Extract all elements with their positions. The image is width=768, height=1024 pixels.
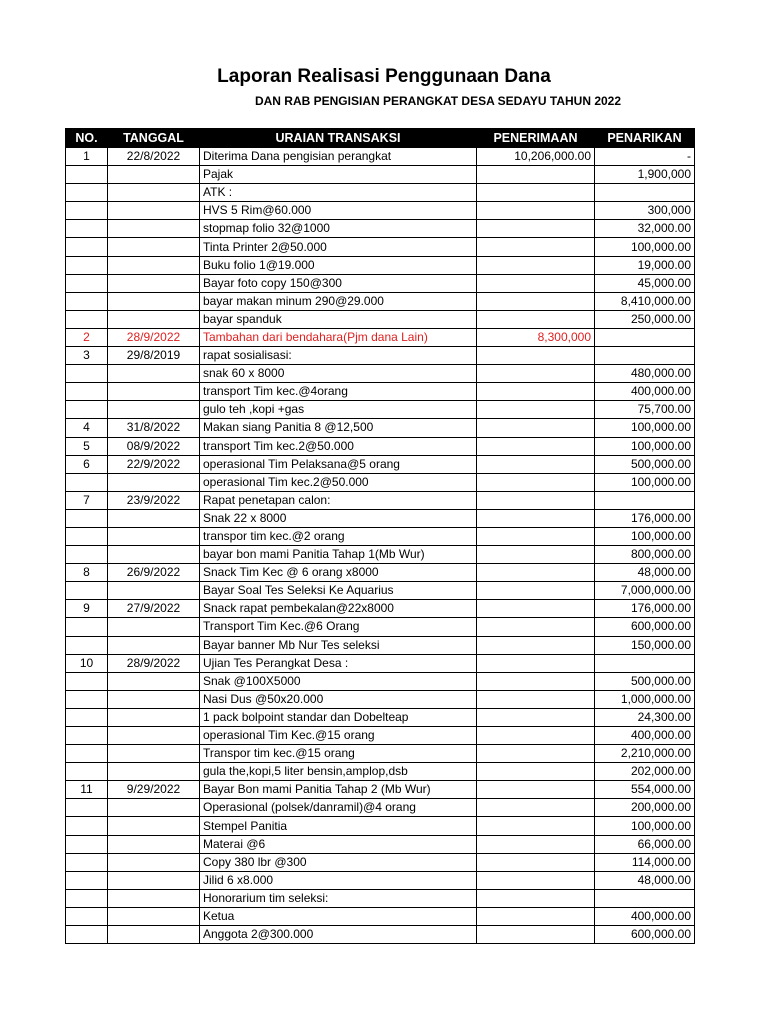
table-row <box>66 907 695 925</box>
row-description-cell: Snak @100X5000 <box>200 672 477 690</box>
row-date-cell <box>108 799 200 817</box>
row-date-cell <box>108 220 200 238</box>
report-subtitle: DAN RAB PENGISIAN PERANGKAT DESA SEDAYU TAHUN 2022 <box>254 94 622 108</box>
table-row <box>66 509 695 527</box>
row-date-cell <box>108 745 200 763</box>
row-withdrawal-cell <box>595 654 695 672</box>
row-income-cell <box>477 455 595 473</box>
row-income-cell <box>477 636 595 654</box>
row-date-cell <box>108 690 200 708</box>
row-date-cell <box>108 473 200 491</box>
table-row <box>66 166 695 184</box>
table-row <box>66 618 695 636</box>
row-withdrawal-cell: 19,000.00 <box>595 256 695 274</box>
row-date-cell <box>108 527 200 545</box>
row-description-cell: Diterima Dana pengisian perangkat <box>200 148 477 166</box>
row-income-cell <box>477 745 595 763</box>
row-date-cell <box>108 166 200 184</box>
row-withdrawal-cell: 100,000.00 <box>595 817 695 835</box>
row-date-cell <box>108 292 200 310</box>
row-withdrawal-cell: 2,210,000.00 <box>595 745 695 763</box>
row-income-cell <box>477 527 595 545</box>
row-description-cell: transport Tim kec.2@50.000 <box>200 437 477 455</box>
table-row <box>66 654 695 672</box>
table-row <box>66 835 695 853</box>
row-income-cell <box>477 491 595 509</box>
row-income-cell <box>477 238 595 256</box>
row-income-cell <box>477 310 595 328</box>
row-income-cell <box>477 817 595 835</box>
row-income-cell <box>477 781 595 799</box>
row-description-cell: Snack rapat pembekalan@22x8000 <box>200 600 477 618</box>
table-row <box>66 437 695 455</box>
row-withdrawal-cell: 114,000.00 <box>595 853 695 871</box>
row-withdrawal-cell: 32,000.00 <box>595 220 695 238</box>
row-number-cell <box>66 238 108 256</box>
row-date-cell: 9/29/2022 <box>108 781 200 799</box>
row-number-cell: 6 <box>66 455 108 473</box>
row-income-cell <box>477 907 595 925</box>
row-number-cell <box>66 853 108 871</box>
table-row <box>66 781 695 799</box>
row-withdrawal-cell: 75,700.00 <box>595 401 695 419</box>
row-number-cell: 10 <box>66 654 108 672</box>
table-row <box>66 600 695 618</box>
row-date-cell <box>108 672 200 690</box>
row-date-cell <box>108 835 200 853</box>
row-description-cell: operasional Tim kec.2@50.000 <box>200 473 477 491</box>
row-date-cell: 27/9/2022 <box>108 600 200 618</box>
row-date-cell <box>108 907 200 925</box>
row-withdrawal-cell: 400,000.00 <box>595 907 695 925</box>
row-income-cell <box>477 926 595 944</box>
row-number-cell <box>66 220 108 238</box>
row-description-cell: Jilid 6 x8.000 <box>200 871 477 889</box>
row-description-cell: gulo teh ,kopi +gas <box>200 401 477 419</box>
row-withdrawal-cell: 554,000.00 <box>595 781 695 799</box>
row-number-cell <box>66 672 108 690</box>
row-description-cell: Tinta Printer 2@50.000 <box>200 238 477 256</box>
row-description-cell: Tambahan dari bendahara(Pjm dana Lain) <box>200 328 477 346</box>
table-row <box>66 763 695 781</box>
table-row <box>66 889 695 907</box>
row-number-cell <box>66 184 108 202</box>
table-row <box>66 871 695 889</box>
table-row <box>66 419 695 437</box>
row-description-cell: Ketua <box>200 907 477 925</box>
row-date-cell: 08/9/2022 <box>108 437 200 455</box>
row-income-cell <box>477 564 595 582</box>
table-row <box>66 383 695 401</box>
table-row <box>66 455 695 473</box>
row-withdrawal-cell: 150,000.00 <box>595 636 695 654</box>
table-row <box>66 817 695 835</box>
row-date-cell <box>108 546 200 564</box>
row-number-cell: 5 <box>66 437 108 455</box>
row-income-cell <box>477 618 595 636</box>
row-withdrawal-cell: 800,000.00 <box>595 546 695 564</box>
row-description-cell: Materai @6 <box>200 835 477 853</box>
row-income-cell <box>477 166 595 184</box>
table-row <box>66 347 695 365</box>
table-row <box>66 256 695 274</box>
row-date-cell <box>108 763 200 781</box>
row-withdrawal-cell: 176,000.00 <box>595 509 695 527</box>
row-description-cell: operasional Tim Pelaksana@5 orang <box>200 455 477 473</box>
table-row <box>66 220 695 238</box>
row-description-cell: Transport Tim Kec.@6 Orang <box>200 618 477 636</box>
column-header-date: TANGGAL <box>108 129 200 148</box>
row-date-cell: 22/9/2022 <box>108 455 200 473</box>
row-description-cell: stopmap folio 32@1000 <box>200 220 477 238</box>
table-row <box>66 564 695 582</box>
row-number-cell <box>66 799 108 817</box>
row-withdrawal-cell <box>595 184 695 202</box>
row-withdrawal-cell: 48,000.00 <box>595 564 695 582</box>
row-description-cell: transport Tim kec.@4orang <box>200 383 477 401</box>
row-number-cell: 3 <box>66 347 108 365</box>
row-date-cell <box>108 853 200 871</box>
row-withdrawal-cell: 480,000.00 <box>595 365 695 383</box>
row-number-cell: 8 <box>66 564 108 582</box>
row-income-cell <box>477 202 595 220</box>
row-number-cell <box>66 708 108 726</box>
row-number-cell <box>66 509 108 527</box>
row-income-cell <box>477 690 595 708</box>
row-description-cell: Bayar Soal Tes Seleksi Ke Aquarius <box>200 582 477 600</box>
row-income-cell <box>477 256 595 274</box>
row-number-cell <box>66 527 108 545</box>
row-income-cell <box>477 419 595 437</box>
row-date-cell <box>108 618 200 636</box>
row-description-cell: rapat sosialisasi: <box>200 347 477 365</box>
row-withdrawal-cell: 100,000.00 <box>595 437 695 455</box>
row-description-cell: ATK : <box>200 184 477 202</box>
row-income-cell <box>477 672 595 690</box>
row-number-cell <box>66 926 108 944</box>
row-income-cell <box>477 509 595 527</box>
row-income-cell <box>477 763 595 781</box>
table-row <box>66 365 695 383</box>
row-date-cell <box>108 238 200 256</box>
row-withdrawal-cell <box>595 889 695 907</box>
row-description-cell: bayar bon mami Panitia Tahap 1(Mb Wur) <box>200 546 477 564</box>
row-income-cell <box>477 473 595 491</box>
row-income-cell <box>477 274 595 292</box>
row-description-cell: Buku folio 1@19.000 <box>200 256 477 274</box>
table-row <box>66 148 695 166</box>
row-number-cell: 1 <box>66 148 108 166</box>
table-row <box>66 527 695 545</box>
table-header-row <box>66 129 695 148</box>
table-row <box>66 184 695 202</box>
row-date-cell: 23/9/2022 <box>108 491 200 509</box>
row-description-cell: Honorarium tim seleksi: <box>200 889 477 907</box>
row-withdrawal-cell: 202,000.00 <box>595 763 695 781</box>
table-row <box>66 745 695 763</box>
table-row <box>66 328 695 346</box>
row-description-cell: Snack Tim Kec @ 6 orang x8000 <box>200 564 477 582</box>
row-number-cell <box>66 473 108 491</box>
row-number-cell <box>66 365 108 383</box>
table-row <box>66 310 695 328</box>
row-description-cell: Copy 380 lbr @300 <box>200 853 477 871</box>
row-number-cell <box>66 202 108 220</box>
table-row <box>66 672 695 690</box>
row-income-cell <box>477 220 595 238</box>
row-income-cell <box>477 365 595 383</box>
row-withdrawal-cell: 66,000.00 <box>595 835 695 853</box>
row-description-cell: Anggota 2@300.000 <box>200 926 477 944</box>
row-description-cell: snak 60 x 8000 <box>200 365 477 383</box>
row-date-cell: 22/8/2022 <box>108 148 200 166</box>
row-number-cell <box>66 546 108 564</box>
table-row <box>66 727 695 745</box>
row-withdrawal-cell: - <box>595 148 695 166</box>
row-income-cell <box>477 383 595 401</box>
row-number-cell <box>66 745 108 763</box>
row-withdrawal-cell: 7,000,000.00 <box>595 582 695 600</box>
row-description-cell: Transpor tim kec.@15 orang <box>200 745 477 763</box>
row-date-cell <box>108 817 200 835</box>
row-number-cell <box>66 618 108 636</box>
row-withdrawal-cell: 500,000.00 <box>595 672 695 690</box>
row-income-cell <box>477 582 595 600</box>
table-row <box>66 292 695 310</box>
row-withdrawal-cell: 45,000.00 <box>595 274 695 292</box>
row-withdrawal-cell: 400,000.00 <box>595 383 695 401</box>
row-description-cell: HVS 5 Rim@60.000 <box>200 202 477 220</box>
row-date-cell <box>108 582 200 600</box>
row-withdrawal-cell: 100,000.00 <box>595 238 695 256</box>
row-description-cell: operasional Tim Kec.@15 orang <box>200 727 477 745</box>
row-description-cell: Makan siang Panitia 8 @12,500 <box>200 419 477 437</box>
row-description-cell: Bayar Bon mami Panitia Tahap 2 (Mb Wur) <box>200 781 477 799</box>
column-header-description: URAIAN TRANSAKSI <box>200 129 477 148</box>
row-description-cell: Ujian Tes Perangkat Desa : <box>200 654 477 672</box>
row-number-cell <box>66 907 108 925</box>
row-income-cell <box>477 347 595 365</box>
table-body <box>66 148 695 944</box>
row-description-cell: transpor tim kec.@2 orang <box>200 527 477 545</box>
row-date-cell <box>108 274 200 292</box>
row-date-cell <box>108 926 200 944</box>
row-number-cell <box>66 817 108 835</box>
row-date-cell <box>108 708 200 726</box>
row-income-cell <box>477 437 595 455</box>
row-description-cell: Bayar foto copy 150@300 <box>200 274 477 292</box>
row-number-cell <box>66 401 108 419</box>
row-withdrawal-cell <box>595 491 695 509</box>
row-income-cell <box>477 401 595 419</box>
row-description-cell: Rapat penetapan calon: <box>200 491 477 509</box>
row-number-cell <box>66 310 108 328</box>
row-income-cell: 8,300,000 <box>477 328 595 346</box>
row-income-cell: 10,206,000.00 <box>477 148 595 166</box>
row-date-cell <box>108 310 200 328</box>
row-withdrawal-cell <box>595 328 695 346</box>
row-date-cell <box>108 184 200 202</box>
row-income-cell <box>477 799 595 817</box>
column-header-withdrawal: PENARIKAN <box>595 129 695 148</box>
row-number-cell <box>66 636 108 654</box>
table-row <box>66 238 695 256</box>
row-date-cell <box>108 202 200 220</box>
column-header-income: PENERIMAAN <box>477 129 595 148</box>
row-description-cell: Bayar banner Mb Nur Tes seleksi <box>200 636 477 654</box>
row-date-cell: 28/9/2022 <box>108 654 200 672</box>
row-withdrawal-cell: 250,000.00 <box>595 310 695 328</box>
row-number-cell <box>66 763 108 781</box>
row-number-cell <box>66 871 108 889</box>
row-date-cell: 26/9/2022 <box>108 564 200 582</box>
row-number-cell: 11 <box>66 781 108 799</box>
row-income-cell <box>477 600 595 618</box>
row-date-cell <box>108 256 200 274</box>
row-description-cell: Nasi Dus @50x20.000 <box>200 690 477 708</box>
row-number-cell: 2 <box>66 328 108 346</box>
row-number-cell: 7 <box>66 491 108 509</box>
row-withdrawal-cell: 400,000.00 <box>595 727 695 745</box>
row-withdrawal-cell: 100,000.00 <box>595 473 695 491</box>
row-description-cell: gula the,kopi,5 liter bensin,amplop,dsb <box>200 763 477 781</box>
row-description-cell: 1 pack bolpoint standar dan Dobelteap <box>200 708 477 726</box>
row-income-cell <box>477 853 595 871</box>
row-income-cell <box>477 546 595 564</box>
row-withdrawal-cell: 200,000.00 <box>595 799 695 817</box>
row-withdrawal-cell: 600,000.00 <box>595 618 695 636</box>
row-number-cell <box>66 727 108 745</box>
row-number-cell: 4 <box>66 419 108 437</box>
table-row <box>66 853 695 871</box>
table-row <box>66 582 695 600</box>
row-description-cell: bayar spanduk <box>200 310 477 328</box>
row-description-cell: bayar makan minum 290@29.000 <box>200 292 477 310</box>
row-number-cell <box>66 256 108 274</box>
row-withdrawal-cell: 8,410,000.00 <box>595 292 695 310</box>
row-income-cell <box>477 835 595 853</box>
row-date-cell <box>108 889 200 907</box>
row-date-cell <box>108 401 200 419</box>
row-income-cell <box>477 708 595 726</box>
row-date-cell <box>108 509 200 527</box>
table-row <box>66 274 695 292</box>
row-number-cell <box>66 383 108 401</box>
row-income-cell <box>477 654 595 672</box>
row-withdrawal-cell: 48,000.00 <box>595 871 695 889</box>
row-date-cell: 29/8/2019 <box>108 347 200 365</box>
row-number-cell <box>66 835 108 853</box>
table-row <box>66 636 695 654</box>
report-title: Laporan Realisasi Penggunaan Dana <box>217 66 551 87</box>
table-row <box>66 708 695 726</box>
table-row <box>66 926 695 944</box>
row-withdrawal-cell: 1,900,000 <box>595 166 695 184</box>
row-withdrawal-cell: 500,000.00 <box>595 455 695 473</box>
row-withdrawal-cell: 24,300.00 <box>595 708 695 726</box>
row-date-cell <box>108 365 200 383</box>
row-description-cell: Operasional (polsek/danramil)@4 orang <box>200 799 477 817</box>
table-row <box>66 202 695 220</box>
row-number-cell <box>66 166 108 184</box>
table-row <box>66 473 695 491</box>
row-date-cell: 28/9/2022 <box>108 328 200 346</box>
row-date-cell <box>108 383 200 401</box>
row-withdrawal-cell <box>595 347 695 365</box>
row-description-cell: Snak 22 x 8000 <box>200 509 477 527</box>
row-withdrawal-cell: 176,000.00 <box>595 600 695 618</box>
row-date-cell <box>108 727 200 745</box>
row-number-cell <box>66 274 108 292</box>
row-withdrawal-cell: 1,000,000.00 <box>595 690 695 708</box>
row-withdrawal-cell: 600,000.00 <box>595 926 695 944</box>
table-row <box>66 546 695 564</box>
row-date-cell: 31/8/2022 <box>108 419 200 437</box>
row-income-cell <box>477 889 595 907</box>
row-number-cell <box>66 690 108 708</box>
row-withdrawal-cell: 100,000.00 <box>595 419 695 437</box>
row-number-cell <box>66 889 108 907</box>
row-withdrawal-cell: 300,000 <box>595 202 695 220</box>
row-income-cell <box>477 727 595 745</box>
row-income-cell <box>477 184 595 202</box>
row-date-cell <box>108 636 200 654</box>
row-number-cell <box>66 582 108 600</box>
column-header-no: NO. <box>66 129 108 148</box>
row-income-cell <box>477 871 595 889</box>
transaction-table <box>65 128 695 944</box>
table-row <box>66 401 695 419</box>
table-row <box>66 690 695 708</box>
row-withdrawal-cell: 100,000.00 <box>595 527 695 545</box>
row-date-cell <box>108 871 200 889</box>
row-description-cell: Pajak <box>200 166 477 184</box>
row-description-cell: Stempel Panitia <box>200 817 477 835</box>
table-row <box>66 491 695 509</box>
row-income-cell <box>477 292 595 310</box>
row-number-cell <box>66 292 108 310</box>
table-row <box>66 799 695 817</box>
row-number-cell: 9 <box>66 600 108 618</box>
